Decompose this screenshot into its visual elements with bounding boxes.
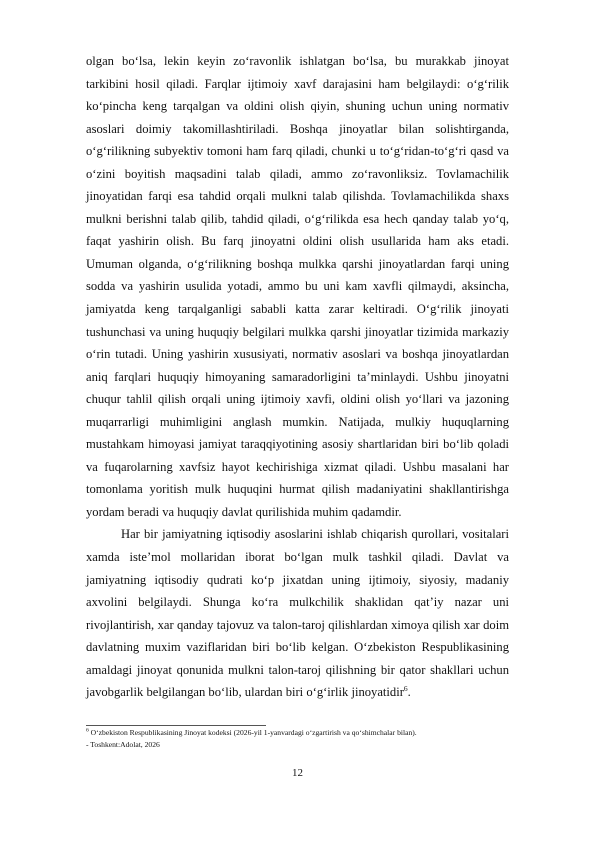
footnote-reference[interactable]: 6: [403, 684, 408, 694]
paragraph-2-end: .: [407, 685, 411, 700]
body-text: [86, 50, 509, 704]
footnote: [86, 727, 509, 751]
paragraph-1: olgan bo‘lsa, lekin keyin zo‘ravonlik ishlatgan bo‘lsa, bu murakkab jinoyat tarkibini hosil qiladi. Farqlar ijtimoiy xavf darajasini ham belgilaydi: o‘g‘rilik ko‘pincha keng tarqalgan va oldini olish qiyin, shuning uchun uning normativ asoslari doimiy takomillashtiriladi. Boshqa jinoyatlar bilan solishtirganda, o‘g‘rilikning subyektiv tomoni ham farq qiladi, chunki u to‘g‘ridan-to‘g‘ri qasd va o‘zini boyitish maqsadini talab qiladi, ammo zo‘ravonliksiz. Tovlamachilik jinoyatidan farqi esa tahdid orqali mulkni talab qilishda. Tovlamachilikda shaxs mulkni berishni talab qilib, tahdid qiladi, o‘g‘rilikda esa hech qanday talab yo‘q, faqat yashirin olish. Bu farq jinoyatni oldini olish usullarida ham aks etadi. Umuman olganda, o‘g‘rilikning boshqa mulkka qarshi jinoyatlardan farqi uning sodda va yashirin usulida yotadi, ammo bu uni kam xavfli qilmaydi, aksincha, jamiyatda keng tarqalganligi sababli katta zarar keltiradi. O‘g‘rilik jinoyati tushunchasi va uning huquqiy belgilari mulkka qarshi jinoyatlar tizimida markaziy o‘rin tutadi. Uning yashirin xususiyati, normativ asoslari va boshqa jinoyatlardan aniq farqlari huquqiy himoyaning samaradorligini ta’minlaydi. Ushbu jinoyatni chuqur tahlil qilish orqali uning ijtimoiy xavfi, oldini olish yo‘llari va jazoning muqarrarligi muhimligini anglash mumkin. Natijada, mulkiy huquqlarning mustahkam himoyasi jamiyat taraqqiyotining asosiy shartlaridan biri bo‘lib qoladi va fuqarolarning xavfsiz hayot kechirishiga xizmat qiladi. Ushbu masalani har tomonlama yoritish mulk huquqini hurmat qilish madaniyatini shakllantirishga yordam beradi va huquqiy davlat qurilishida muhim qadamdir.: [86, 54, 509, 519]
footnote-line-1: [86, 727, 509, 739]
footnote-line-2: - Toshkent:Adolat, 2026: [86, 740, 160, 749]
footnote-marker: 6: [86, 727, 89, 734]
page-number: 12: [292, 767, 303, 779]
footnote-divider: [86, 725, 266, 726]
paragraph-2-text: Har bir jamiyatning iqtisodiy asoslarini ishlab chiqarish qurollari, vositalari xamda iste’mol mollaridan iborat bo‘lgan mulk tashkil qiladi. Davlat va jamiyatning iqtisodiy qudrati ko‘p jixatdan uning ijtimoiy, siyosiy, madaniy axvolini belgilaydi. Shunga ko‘ra mulkchilik shaklidan qat’iy nazar uni rivojlantirish, xar qanday tajovuz va talon-taroj qilishlardan ximoya qilish xar doim davlatning muxim vaziflaridan biri bo‘lib kelgan. O‘zbekiston Respublikasining amaldagi jinoyat qonunida mulkni talon-taroj qilishning bir qator shakllari uchun javobgarlik belgilangan bo‘lib, ulardan biri o‘g‘irlik jinoyatidir: [86, 527, 509, 700]
footnote-text-1: O‘zbekiston Respublikasining Jinoyat kodeksi (2026-yil 1-yanvardagi o‘zgartirish va qo‘shimchalar bilan).: [88, 728, 417, 737]
paragraph-2: [86, 523, 509, 703]
